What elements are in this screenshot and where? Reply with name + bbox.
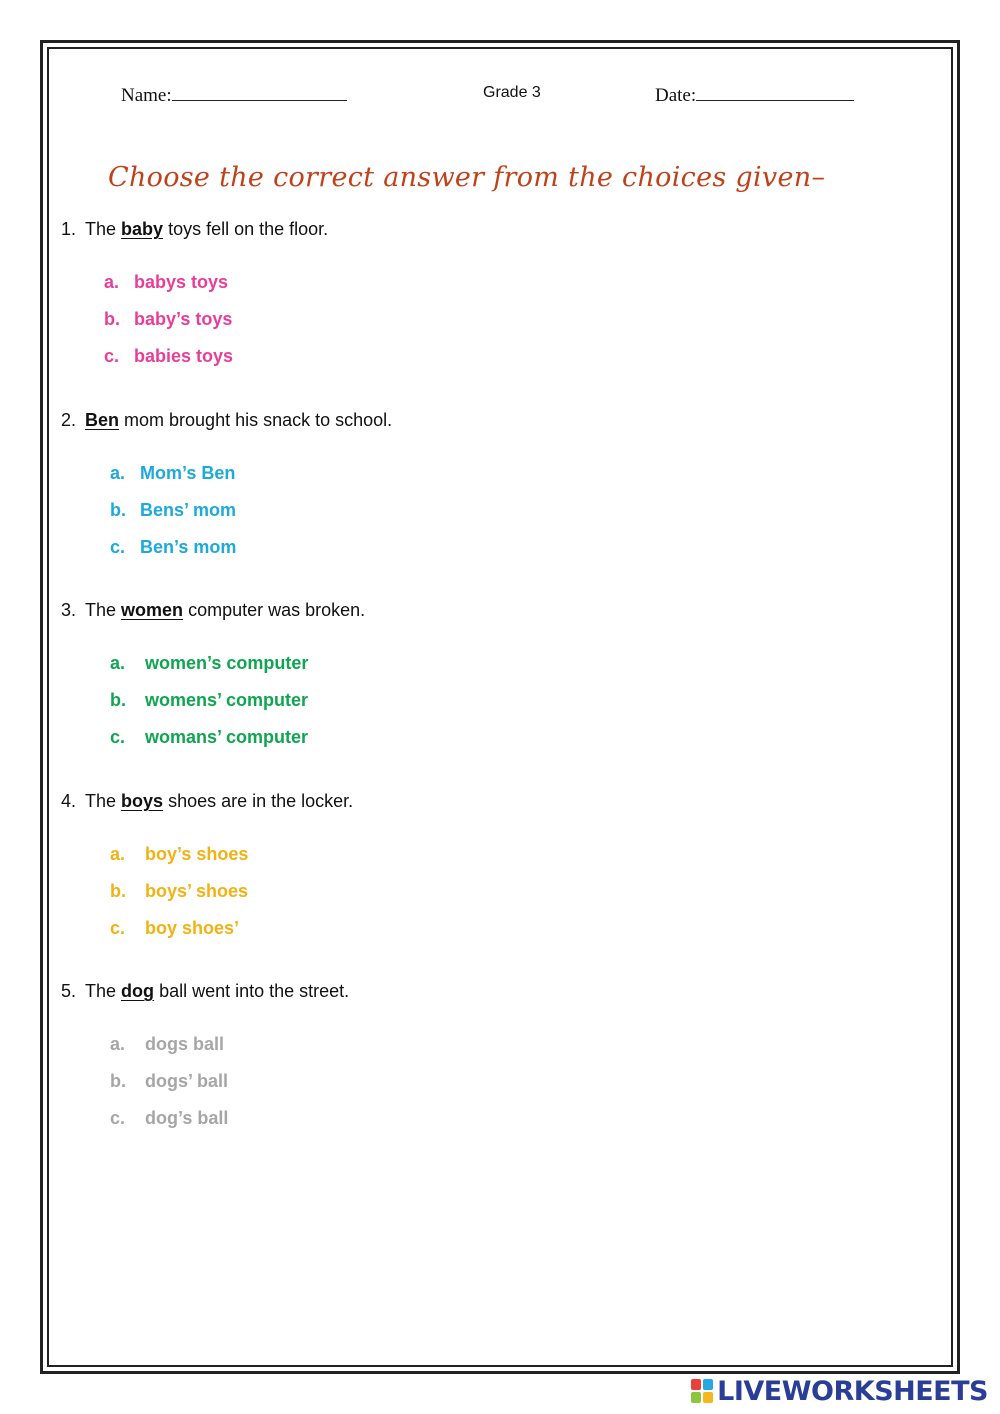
question-text-after: toys fell on the floor. [168,219,329,239]
question-4 [61,791,353,812]
name-field[interactable] [121,82,347,107]
liveworksheets-logo-icon [691,1379,713,1403]
question-keyword: Ben [85,410,120,430]
option-text: womans’ computer [145,727,309,747]
option-text: boy’s shoes [145,844,249,864]
liveworksheets-logo [691,1374,988,1408]
option-letter: b. [104,309,120,329]
question-number: 5. [61,981,77,1001]
answer-option-3-a[interactable] [110,653,308,674]
question-number: 4. [61,791,77,811]
option-text: Bens’ mom [140,500,237,520]
option-letter: a. [110,463,126,483]
option-letter: a. [110,844,126,864]
answer-option-2-b[interactable] [110,500,236,521]
question-keyword: dog [121,981,155,1001]
date-field[interactable] [655,82,854,107]
date-label: Date: [655,85,697,106]
liveworksheets-logo-text: LIVEWORKSHEETS [717,1375,988,1407]
option-letter: a. [110,653,126,673]
question-text-after: mom brought his snack to school. [124,410,393,430]
date-blank-line[interactable] [696,82,854,101]
answer-option-3-c[interactable] [110,727,308,748]
option-text: dogs ball [145,1034,225,1054]
option-text: Ben’s mom [140,537,237,557]
answer-option-1-c[interactable] [104,346,233,367]
question-keyword: boys [121,791,164,811]
question-text-after: shoes are in the locker. [168,791,354,811]
question-3 [61,600,365,621]
question-text-before: The [85,219,117,239]
option-letter: c. [110,537,126,557]
question-number: 3. [61,600,77,620]
answer-option-1-a[interactable] [104,272,228,293]
question-5 [61,981,349,1002]
option-text: babys toys [134,272,229,292]
name-label: Name: [121,85,172,106]
grade-label: Grade 3 [483,84,541,101]
answer-option-4-c[interactable] [110,918,239,939]
question-text-after: ball went into the street. [159,981,350,1001]
option-text: dogs’ ball [145,1071,229,1091]
instructions-title: Choose the correct answer from the choices given– [108,162,826,193]
option-letter: b. [110,690,126,710]
answer-option-2-c[interactable] [110,537,236,558]
question-text-before: The [85,600,117,620]
option-letter: c. [110,727,126,747]
option-text: babies toys [134,346,234,366]
option-letter: c. [104,346,120,366]
answer-option-5-c[interactable] [110,1108,228,1129]
question-number: 2. [61,410,77,430]
option-text: baby’s toys [134,309,233,329]
option-letter: b. [110,500,126,520]
question-text-before: The [85,791,117,811]
answer-option-4-a[interactable] [110,844,248,865]
answer-option-3-b[interactable] [110,690,308,711]
option-letter: b. [110,881,126,901]
answer-option-5-a[interactable] [110,1034,224,1055]
option-letter: a. [104,272,120,292]
question-text-before: The [85,981,117,1001]
question-number: 1. [61,219,77,239]
answer-option-4-b[interactable] [110,881,248,902]
question-text-after: computer was broken. [188,600,366,620]
answer-option-2-a[interactable] [110,463,235,484]
option-text: dog’s ball [145,1108,229,1128]
option-letter: a. [110,1034,126,1054]
question-keyword: baby [121,219,164,239]
option-text: boys’ shoes [145,881,249,901]
answer-option-5-b[interactable] [110,1071,228,1092]
option-text: Mom’s Ben [140,463,236,483]
question-keyword: women [121,600,184,620]
option-letter: c. [110,1108,126,1128]
question-2 [61,410,392,431]
option-text: boy shoes’ [145,918,240,938]
option-text: womens’ computer [145,690,309,710]
question-1 [61,219,328,240]
option-text: women’s computer [145,653,309,673]
option-letter: c. [110,918,126,938]
option-letter: b. [110,1071,126,1091]
name-blank-line[interactable] [172,82,347,101]
answer-option-1-b[interactable] [104,309,232,330]
